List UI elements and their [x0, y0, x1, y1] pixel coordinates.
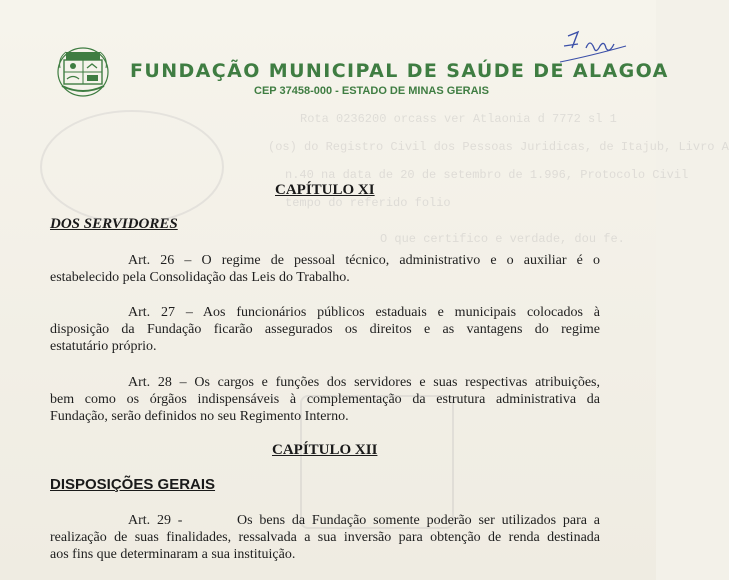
article-line: Fundação, serão definidos no seu Regimento Interno. — [50, 409, 349, 424]
bleed-through-stamp — [40, 110, 224, 224]
foundation-logo — [56, 46, 110, 98]
article-line: aos fins que determinaram a sua instituição. — [50, 547, 296, 562]
chapter-title: CAPÍTULO XI — [275, 182, 375, 198]
bleed-through-text: tempo do referido folio — [285, 196, 451, 210]
article-line: estabelecido pela Consolidação das Leis do Trabalho. — [50, 270, 350, 285]
article-line: disposição da Fundação ficarão assegurados os direitos e as vantagens do regime — [50, 322, 600, 337]
article-line: Art. 28 – Os cargos e funções dos servidores e suas respectivas atribuições, — [128, 375, 600, 390]
institution-address: CEP 37458-000 - ESTADO DE MINAS GERAIS — [254, 85, 489, 97]
article-paragraph — [50, 304, 600, 355]
article-line: Art. 27 – Aos funcionários públicos estaduais e municipais colocados à — [128, 305, 600, 320]
article-line: Art. 26 – O regime de pessoal técnico, administrativo e o auxiliar é o — [128, 253, 600, 268]
article-paragraph — [50, 374, 600, 425]
handwritten-initials — [560, 22, 630, 74]
article-paragraph — [50, 512, 600, 563]
bleed-through-text: Rota 0236200 orcass ver Atlaonia d 7772 sl 1 — [300, 112, 617, 126]
institution-name: FUNDAÇÃO MUNICIPAL DE SAÚDE DE ALAGOA — [130, 60, 669, 82]
chapter-title: CAPÍTULO XII — [272, 442, 378, 458]
article-line: bem como os órgãos indispensáveis à complementação da estrutura administrativa da — [50, 392, 600, 407]
section-title: DOS SERVIDORES — [50, 216, 178, 232]
bleed-through-text: O que certifico e verdade, dou fe. — [380, 232, 625, 246]
article-line: estatutário próprio. — [50, 339, 157, 354]
section-title: DISPOSIÇÕES GERAIS — [50, 476, 216, 493]
article-paragraph — [50, 252, 600, 286]
article-line: realização de suas finalidades, ressalvada a sua inversão para obtenção de renda destinada — [50, 530, 600, 545]
article-line: Art. 29 - Os bens da Fundação somente poderão ser utilizados para a — [128, 513, 600, 528]
bleed-through-text: (os) do Registro Civil dos Pessoas Juridicas, de Itajub, Livro A — [268, 140, 729, 154]
bleed-through-text: n.40 na data de 20 de setembro de 1.996, Protocolo Civil — [285, 168, 689, 182]
